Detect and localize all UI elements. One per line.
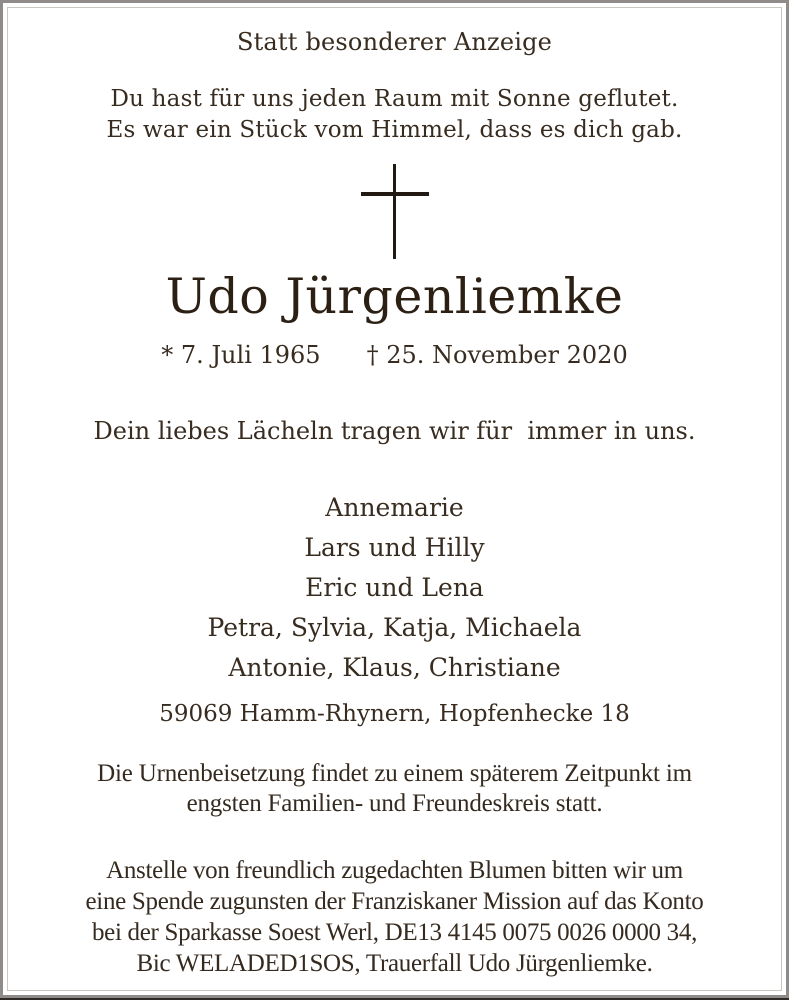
donation-notice-line: bei der Sparkasse Soest Werl, DE13 4145 0075 0026 0000 34, [91, 919, 698, 946]
poem-line: Du hast für uns jeden Raum mit Sonne geflutet. [110, 86, 679, 112]
donation-notice-line: Bic WELADED1SOS, Trauerfall Udo Jürgenliemke. [136, 950, 653, 977]
urn-notice-line: engsten Familien- und Freundeskreis statt. [186, 790, 603, 817]
address-line: 59069 Hamm-Rhynern, Hopfenhecke 18 [159, 701, 630, 727]
notice-page [3, 3, 786, 995]
donation-notice [8, 855, 781, 979]
donation-notice-line: eine Spende zugunsten der Franziskaner Mission auf das Konto [85, 888, 704, 915]
tribute-line: Dein liebes Lächeln tragen wir für immer in uns. [93, 417, 696, 445]
mourner-line: Lars und Hilly [304, 533, 485, 562]
urn-burial-notice [8, 759, 781, 819]
urn-notice-line: Die Urnenbeisetzung findet zu einem späterem Zeitpunkt im [97, 760, 692, 787]
death-date: † 25. November 2020 [366, 341, 628, 369]
notice-header: Statt besonderer Anzeige [236, 28, 553, 56]
mourner-line: Petra, Sylvia, Katja, Michaela [207, 613, 582, 642]
mourners-list [8, 488, 781, 688]
life-dates [8, 340, 781, 370]
donation-notice-line: Anstelle von freundlich zugedachten Blumen bitten wir um [106, 857, 683, 884]
poem-line: Es war ein Stück vom Himmel, dass es dich gab. [106, 117, 683, 143]
cross-icon [361, 164, 429, 259]
mourner-line: Antonie, Klaus, Christiane [228, 653, 561, 682]
birth-date: * 7. Juli 1965 [161, 341, 321, 369]
poem [8, 84, 781, 146]
notice-inner-frame [7, 7, 782, 991]
cross-vertical-bar [393, 164, 396, 259]
mourner-line: Annemarie [325, 493, 464, 522]
mourner-line: Eric und Lena [305, 573, 484, 602]
cross-horizontal-bar [361, 192, 429, 196]
deceased-name: Udo Jürgenliemke [165, 268, 624, 325]
